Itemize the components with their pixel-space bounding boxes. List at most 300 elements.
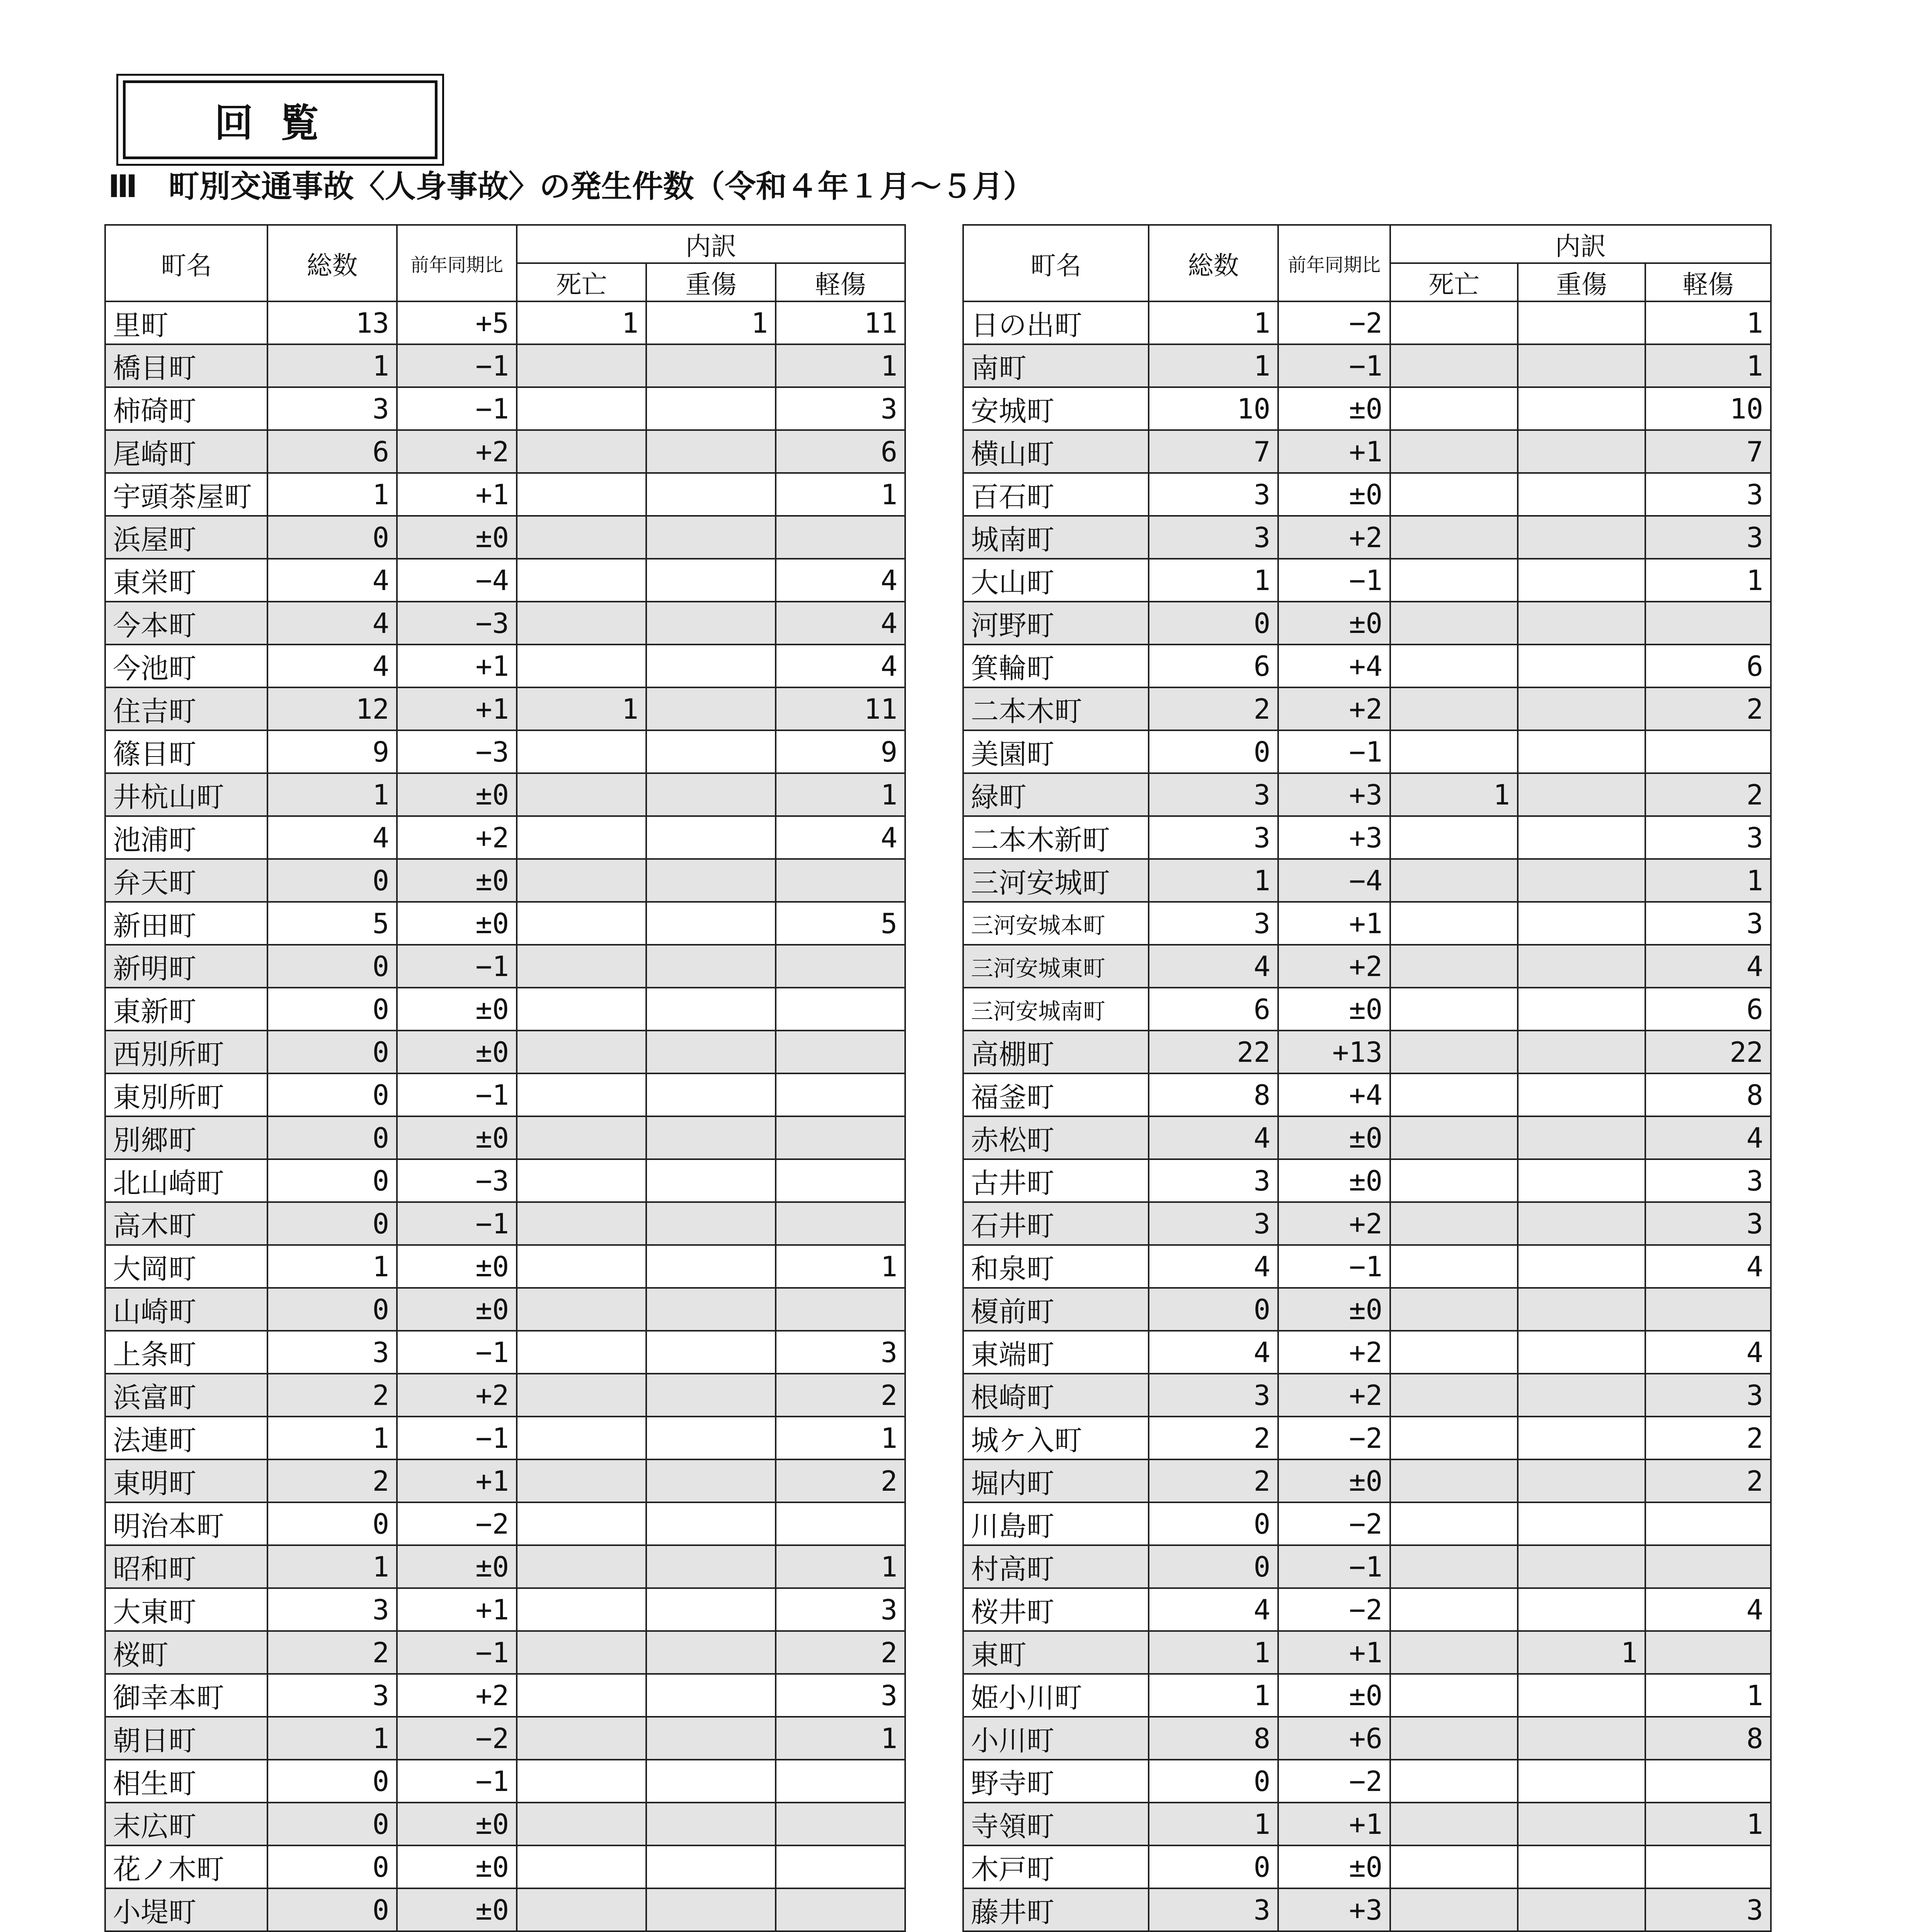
town-name-cell: 東新町 <box>105 988 267 1031</box>
total-cell: 1 <box>1149 1631 1278 1674</box>
minor-cell <box>776 945 905 988</box>
yoy-cell: +2 <box>397 1374 517 1417</box>
serious-cell <box>646 1288 776 1331</box>
yoy-cell: +2 <box>1278 687 1390 730</box>
death-cell <box>1390 387 1518 430</box>
death-cell <box>517 602 646 645</box>
serious-cell <box>1518 1717 1645 1760</box>
minor-cell: 8 <box>1645 1717 1771 1760</box>
minor-cell: 1 <box>1645 559 1771 602</box>
total-cell: 6 <box>1149 988 1278 1031</box>
town-name-cell: 浜富町 <box>105 1374 267 1417</box>
town-name-cell: 高木町 <box>105 1202 267 1245</box>
serious-cell <box>646 645 776 687</box>
total-cell: 0 <box>1149 602 1278 645</box>
town-name-cell: 福釜町 <box>963 1073 1149 1116</box>
total-cell: 4 <box>267 602 397 645</box>
yoy-cell: ±0 <box>397 516 517 559</box>
table-row <box>963 1031 1771 1073</box>
town-name-cell: 野寺町 <box>963 1760 1149 1803</box>
accident-table-left <box>104 224 906 1932</box>
yoy-cell: ±0 <box>397 902 517 945</box>
town-name-cell: 北山崎町 <box>105 1159 267 1202</box>
total-cell: 7 <box>1149 430 1278 473</box>
serious-cell <box>1518 1502 1645 1545</box>
minor-cell: 4 <box>776 602 905 645</box>
yoy-cell: −2 <box>397 1717 517 1760</box>
town-name-cell: 日の出町 <box>963 301 1149 344</box>
table-row <box>963 1760 1771 1803</box>
death-cell <box>1390 430 1518 473</box>
death-cell <box>1390 473 1518 516</box>
serious-cell <box>1518 559 1645 602</box>
yoy-cell: −3 <box>397 602 517 645</box>
yoy-cell: +1 <box>397 473 517 516</box>
serious-cell <box>646 730 776 773</box>
table-row <box>105 773 905 816</box>
total-cell: 8 <box>1149 1717 1278 1760</box>
serious-cell <box>1518 1331 1645 1374</box>
total-cell: 0 <box>267 1288 397 1331</box>
yoy-cell: +13 <box>1278 1031 1390 1073</box>
header-death: 死亡 <box>517 263 646 301</box>
death-cell <box>1390 1331 1518 1374</box>
town-name-cell: 安城町 <box>963 387 1149 430</box>
total-cell: 0 <box>267 1888 397 1931</box>
minor-cell: 4 <box>1645 1245 1771 1288</box>
death-cell <box>517 430 646 473</box>
serious-cell <box>646 1674 776 1717</box>
table-row <box>105 1845 905 1888</box>
serious-cell <box>1518 816 1645 859</box>
town-name-cell: 今池町 <box>105 645 267 687</box>
table-row <box>105 1888 905 1931</box>
town-name-cell: 御幸本町 <box>105 1674 267 1717</box>
total-cell: 4 <box>267 559 397 602</box>
minor-cell: 2 <box>776 1374 905 1417</box>
minor-cell: 1 <box>1645 1803 1771 1845</box>
yoy-cell: +5 <box>397 301 517 344</box>
serious-cell <box>1518 1803 1645 1845</box>
table-row <box>105 816 905 859</box>
death-cell <box>517 1888 646 1931</box>
serious-cell <box>1518 430 1645 473</box>
death-cell <box>517 1502 646 1545</box>
town-name-cell: 柿碕町 <box>105 387 267 430</box>
table-row <box>963 1545 1771 1588</box>
minor-cell <box>776 1288 905 1331</box>
serious-cell <box>646 1588 776 1631</box>
serious-cell: 1 <box>1518 1631 1645 1674</box>
serious-cell <box>646 1545 776 1588</box>
serious-cell <box>1518 1288 1645 1331</box>
serious-cell <box>646 1631 776 1674</box>
yoy-cell: −1 <box>397 1331 517 1374</box>
minor-cell: 1 <box>776 344 905 387</box>
table-row <box>105 344 905 387</box>
total-cell: 0 <box>267 1031 397 1073</box>
table-row <box>105 1631 905 1674</box>
yoy-cell: +3 <box>1278 1888 1390 1931</box>
table-row <box>963 301 1771 344</box>
death-cell <box>517 1803 646 1845</box>
death-cell <box>517 1331 646 1374</box>
yoy-cell: +2 <box>1278 1202 1390 1245</box>
death-cell <box>1390 902 1518 945</box>
table-row <box>105 902 905 945</box>
town-name-cell: 姫小川町 <box>963 1674 1149 1717</box>
death-cell <box>1390 1159 1518 1202</box>
total-cell: 1 <box>1149 859 1278 902</box>
table-row <box>963 1674 1771 1717</box>
yoy-cell: −2 <box>1278 1502 1390 1545</box>
town-name-cell: 東端町 <box>963 1331 1149 1374</box>
death-cell <box>517 1717 646 1760</box>
yoy-cell: ±0 <box>397 1116 517 1159</box>
minor-cell <box>1645 1631 1771 1674</box>
table-row <box>105 430 905 473</box>
serious-cell <box>1518 1245 1645 1288</box>
total-cell: 10 <box>1149 387 1278 430</box>
serious-cell <box>646 1417 776 1459</box>
death-cell <box>517 1459 646 1502</box>
serious-cell <box>646 988 776 1031</box>
total-cell: 0 <box>267 988 397 1031</box>
yoy-cell: +1 <box>1278 1631 1390 1674</box>
table-row <box>963 1245 1771 1288</box>
town-name-cell: 石井町 <box>963 1202 1149 1245</box>
table-row <box>963 1417 1771 1459</box>
minor-cell <box>1645 1502 1771 1545</box>
serious-cell <box>646 1159 776 1202</box>
total-cell: 2 <box>267 1374 397 1417</box>
death-cell <box>1390 1717 1518 1760</box>
serious-cell <box>646 387 776 430</box>
minor-cell <box>776 859 905 902</box>
table-row <box>105 1502 905 1545</box>
town-name-cell: 東明町 <box>105 1459 267 1502</box>
death-cell <box>517 859 646 902</box>
page-title: Ⅲ 町別交通事故〈人身事故〉の発生件数（令和４年１月～５月） <box>108 168 1034 204</box>
minor-cell: 4 <box>776 816 905 859</box>
death-cell <box>517 1845 646 1888</box>
death-cell <box>517 387 646 430</box>
town-name-cell: 百石町 <box>963 473 1149 516</box>
table-row <box>105 1374 905 1417</box>
total-cell: 0 <box>1149 1545 1278 1588</box>
total-cell: 0 <box>1149 1760 1278 1803</box>
table-row <box>963 1459 1771 1502</box>
death-cell <box>517 1588 646 1631</box>
yoy-cell: ±0 <box>1278 988 1390 1031</box>
serious-cell <box>1518 1545 1645 1588</box>
total-cell: 3 <box>1149 816 1278 859</box>
death-cell <box>517 559 646 602</box>
total-cell: 0 <box>267 859 397 902</box>
serious-cell <box>646 559 776 602</box>
death-cell <box>517 1116 646 1159</box>
serious-cell <box>646 859 776 902</box>
serious-cell <box>1518 1417 1645 1459</box>
town-name-cell: 堀内町 <box>963 1459 1149 1502</box>
minor-cell: 4 <box>776 559 905 602</box>
header-yoy: 前年同期比 <box>397 225 517 301</box>
yoy-cell: −1 <box>1278 1245 1390 1288</box>
death-cell <box>517 1760 646 1803</box>
table-row <box>963 387 1771 430</box>
serious-cell <box>1518 730 1645 773</box>
table-row <box>105 387 905 430</box>
yoy-cell: −1 <box>1278 730 1390 773</box>
death-cell <box>517 1417 646 1459</box>
town-name-cell: 新明町 <box>105 945 267 988</box>
minor-cell <box>776 1159 905 1202</box>
table-row <box>963 1159 1771 1202</box>
total-cell: 2 <box>1149 1459 1278 1502</box>
minor-cell: 3 <box>776 387 905 430</box>
death-cell: 1 <box>1390 773 1518 816</box>
minor-cell <box>776 1760 905 1803</box>
minor-cell <box>776 1073 905 1116</box>
town-name-cell: 城南町 <box>963 516 1149 559</box>
header-minor: 軽傷 <box>1645 263 1771 301</box>
table-row <box>963 988 1771 1031</box>
yoy-cell: +4 <box>1278 1073 1390 1116</box>
town-name-cell: 美園町 <box>963 730 1149 773</box>
table-row <box>963 1803 1771 1845</box>
table-row <box>963 945 1771 988</box>
yoy-cell: +2 <box>1278 516 1390 559</box>
serious-cell <box>646 1803 776 1845</box>
serious-cell <box>1518 945 1645 988</box>
death-cell <box>1390 1631 1518 1674</box>
serious-cell <box>1518 473 1645 516</box>
minor-cell: 4 <box>1645 1588 1771 1631</box>
minor-cell: 3 <box>1645 816 1771 859</box>
table-row <box>105 1717 905 1760</box>
table-row <box>105 1245 905 1288</box>
death-cell <box>1390 988 1518 1031</box>
death-cell <box>517 1159 646 1202</box>
header-yoy: 前年同期比 <box>1278 225 1390 301</box>
table-row <box>105 1674 905 1717</box>
minor-cell: 4 <box>1645 1116 1771 1159</box>
yoy-cell: +2 <box>1278 1331 1390 1374</box>
death-cell <box>1390 645 1518 687</box>
town-name-cell: 榎前町 <box>963 1288 1149 1331</box>
total-cell: 0 <box>1149 1502 1278 1545</box>
death-cell <box>517 344 646 387</box>
minor-cell: 3 <box>1645 1888 1771 1931</box>
table-row <box>105 945 905 988</box>
table-row <box>105 1288 905 1331</box>
total-cell: 3 <box>267 387 397 430</box>
minor-cell: 4 <box>776 645 905 687</box>
minor-cell: 7 <box>1645 430 1771 473</box>
total-cell: 1 <box>1149 1674 1278 1717</box>
table-row <box>105 1159 905 1202</box>
town-name-cell: 里町 <box>105 301 267 344</box>
death-cell <box>1390 1417 1518 1459</box>
death-cell <box>1390 1245 1518 1288</box>
yoy-cell: +4 <box>1278 645 1390 687</box>
minor-cell: 1 <box>1645 344 1771 387</box>
table-row <box>963 559 1771 602</box>
town-name-cell: 南町 <box>963 344 1149 387</box>
town-name-cell: 桜井町 <box>963 1588 1149 1631</box>
total-cell: 1 <box>1149 559 1278 602</box>
town-name-cell: 寺領町 <box>963 1803 1149 1845</box>
header-serious: 重傷 <box>1518 263 1645 301</box>
yoy-cell: +2 <box>397 430 517 473</box>
serious-cell <box>1518 516 1645 559</box>
table-row <box>963 1116 1771 1159</box>
minor-cell: 3 <box>1645 1374 1771 1417</box>
table-row <box>963 430 1771 473</box>
minor-cell: 22 <box>1645 1031 1771 1073</box>
minor-cell: 1 <box>776 1417 905 1459</box>
town-name-cell: 昭和町 <box>105 1545 267 1588</box>
yoy-cell: +1 <box>1278 430 1390 473</box>
death-cell <box>1390 1073 1518 1116</box>
minor-cell <box>776 1888 905 1931</box>
town-name-cell: 二本木新町 <box>963 816 1149 859</box>
minor-cell: 3 <box>1645 1202 1771 1245</box>
total-cell: 0 <box>267 945 397 988</box>
death-cell <box>1390 1588 1518 1631</box>
yoy-cell: −4 <box>1278 859 1390 902</box>
table-row <box>963 516 1771 559</box>
serious-cell <box>646 344 776 387</box>
total-cell: 1 <box>267 1417 397 1459</box>
total-cell: 6 <box>267 430 397 473</box>
total-cell: 1 <box>267 773 397 816</box>
minor-cell <box>776 1803 905 1845</box>
yoy-cell: ±0 <box>397 1288 517 1331</box>
yoy-cell: ±0 <box>397 1845 517 1888</box>
table-row <box>963 730 1771 773</box>
minor-cell: 3 <box>1645 1159 1771 1202</box>
town-name-cell: 浜屋町 <box>105 516 267 559</box>
town-name-cell: 明治本町 <box>105 1502 267 1545</box>
total-cell: 4 <box>1149 1588 1278 1631</box>
circulation-stamp: 回覧 <box>123 80 438 159</box>
death-cell <box>1390 559 1518 602</box>
yoy-cell: −4 <box>397 559 517 602</box>
total-cell: 0 <box>267 1803 397 1845</box>
town-name-cell: 上条町 <box>105 1331 267 1374</box>
total-cell: 9 <box>267 730 397 773</box>
town-name-cell: 新田町 <box>105 902 267 945</box>
town-name-cell: 三河安城本町 <box>963 902 1149 945</box>
total-cell: 0 <box>1149 730 1278 773</box>
serious-cell <box>1518 602 1645 645</box>
town-name-cell: 河野町 <box>963 602 1149 645</box>
table-row <box>105 1031 905 1073</box>
total-cell: 0 <box>267 516 397 559</box>
total-cell: 3 <box>1149 902 1278 945</box>
minor-cell <box>1645 1845 1771 1888</box>
serious-cell <box>646 1717 776 1760</box>
minor-cell <box>776 516 905 559</box>
table-row <box>963 1888 1771 1931</box>
serious-cell <box>646 473 776 516</box>
yoy-cell: +6 <box>1278 1717 1390 1760</box>
serious-cell <box>646 816 776 859</box>
total-cell: 0 <box>267 1760 397 1803</box>
minor-cell: 1 <box>1645 301 1771 344</box>
minor-cell: 3 <box>776 1674 905 1717</box>
accident-table-right <box>962 224 1772 1932</box>
death-cell <box>1390 1888 1518 1931</box>
total-cell: 3 <box>267 1674 397 1717</box>
town-name-cell: 宇頭茶屋町 <box>105 473 267 516</box>
yoy-cell: ±0 <box>1278 602 1390 645</box>
minor-cell: 4 <box>1645 945 1771 988</box>
minor-cell: 1 <box>776 773 905 816</box>
minor-cell <box>776 1031 905 1073</box>
minor-cell: 2 <box>776 1459 905 1502</box>
yoy-cell: −1 <box>397 344 517 387</box>
table-row <box>105 988 905 1031</box>
town-name-cell: 橋目町 <box>105 344 267 387</box>
minor-cell: 2 <box>776 1631 905 1674</box>
serious-cell <box>1518 902 1645 945</box>
town-name-cell: 東町 <box>963 1631 1149 1674</box>
total-cell: 8 <box>1149 1073 1278 1116</box>
table-row <box>963 1631 1771 1674</box>
yoy-cell: ±0 <box>397 988 517 1031</box>
town-name-cell: 箕輪町 <box>963 645 1149 687</box>
town-name-cell: 赤松町 <box>963 1116 1149 1159</box>
town-name-cell: 川島町 <box>963 1502 1149 1545</box>
town-name-cell: 法連町 <box>105 1417 267 1459</box>
total-cell: 1 <box>1149 344 1278 387</box>
yoy-cell: −1 <box>397 387 517 430</box>
town-name-cell: 今本町 <box>105 602 267 645</box>
table-row <box>105 645 905 687</box>
town-name-cell: 高棚町 <box>963 1031 1149 1073</box>
yoy-cell: −2 <box>1278 1588 1390 1631</box>
header-minor: 軽傷 <box>776 263 905 301</box>
table-row <box>963 1331 1771 1374</box>
death-cell <box>1390 945 1518 988</box>
minor-cell <box>1645 1545 1771 1588</box>
town-name-cell: 西別所町 <box>105 1031 267 1073</box>
death-cell <box>1390 1545 1518 1588</box>
table-row <box>105 859 905 902</box>
total-cell: 1 <box>267 344 397 387</box>
total-cell: 12 <box>267 687 397 730</box>
total-cell: 3 <box>1149 1159 1278 1202</box>
serious-cell <box>1518 301 1645 344</box>
town-name-cell: 東別所町 <box>105 1073 267 1116</box>
minor-cell: 3 <box>1645 473 1771 516</box>
table-row <box>963 902 1771 945</box>
header-breakdown: 内訳 <box>517 225 905 263</box>
minor-cell: 1 <box>1645 1674 1771 1717</box>
serious-cell <box>646 1845 776 1888</box>
serious-cell <box>1518 1073 1645 1116</box>
serious-cell <box>646 1374 776 1417</box>
death-cell <box>1390 516 1518 559</box>
yoy-cell: +2 <box>397 1674 517 1717</box>
yoy-cell: −3 <box>397 1159 517 1202</box>
town-name-cell: 大山町 <box>963 559 1149 602</box>
town-name-cell: 住吉町 <box>105 687 267 730</box>
total-cell: 0 <box>267 1116 397 1159</box>
minor-cell: 1 <box>1645 859 1771 902</box>
